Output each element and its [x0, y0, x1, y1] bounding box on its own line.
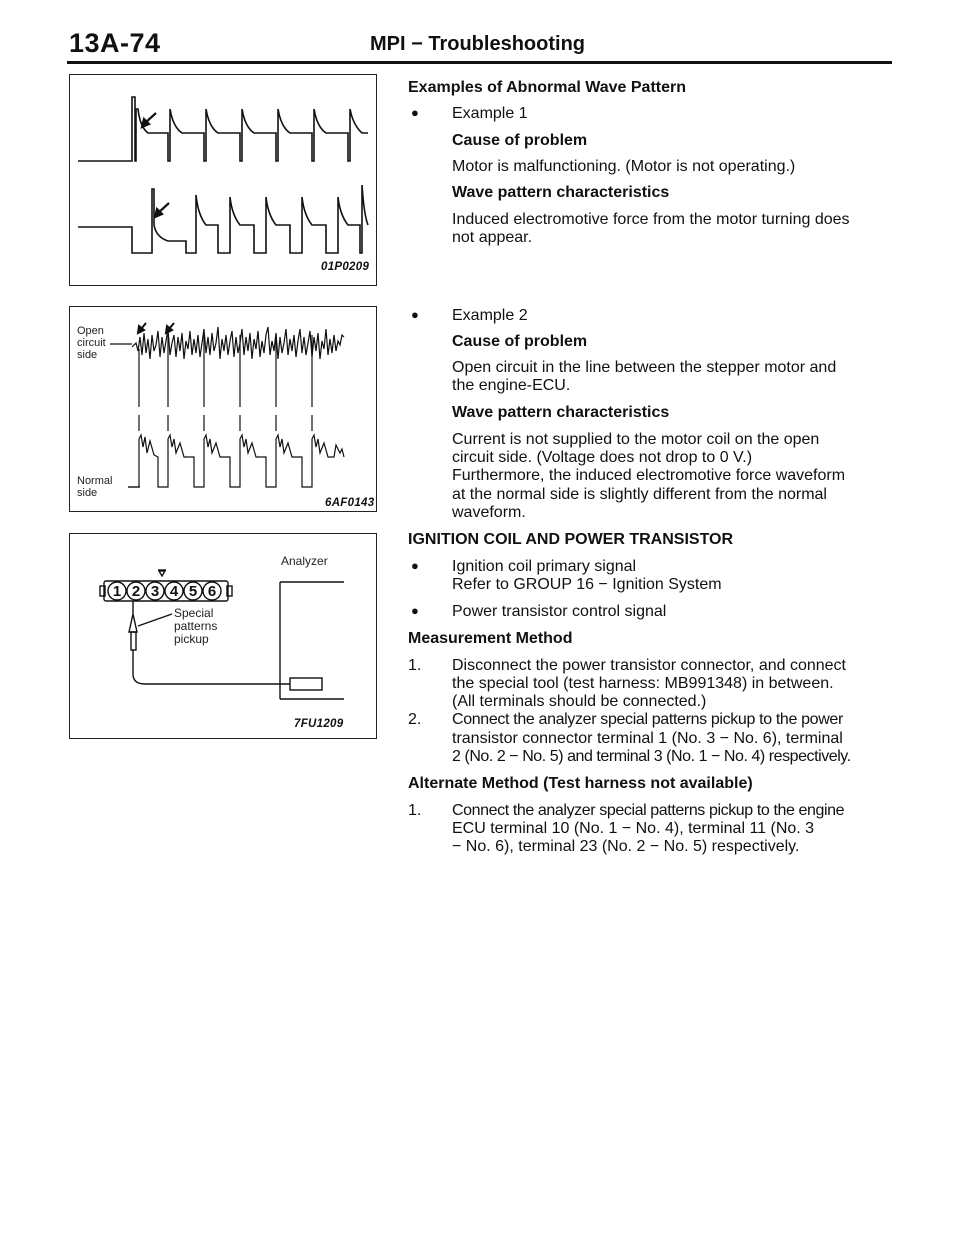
ignition-bullet-1-line-2: Refer to GROUP 16 − Ignition System — [452, 576, 722, 593]
ignition-bullet-1-line-1: Ignition coil primary signal — [452, 558, 637, 575]
bullet-ignition-1: ● — [411, 558, 419, 573]
measurement-step-1-line-3: (All terminals should be connected.) — [452, 693, 707, 710]
measurement-step-1-number: 1. — [408, 657, 422, 674]
example-1-label: Example 1 — [452, 105, 528, 122]
examples-heading: Examples of Abnormal Wave Pattern — [408, 79, 686, 96]
figure-waveform-example-2 — [69, 306, 377, 512]
label-normal-line-2: side — [77, 487, 98, 499]
connector-diagram — [70, 534, 378, 740]
alternate-step-1-line-1: Connect the analyzer special patterns pickup to the engine — [452, 802, 845, 819]
measurement-step-2-line-1: Connect the analyzer special patterns pickup to the power — [452, 711, 843, 728]
ex1-wave-heading: Wave pattern characteristics — [452, 184, 670, 201]
ex2-cause-text-1: Open circuit in the line between the stepper motor and — [452, 359, 837, 376]
alternate-heading: Alternate Method (Test harness not available) — [408, 775, 753, 792]
label-open-line-3: side — [77, 349, 98, 361]
measurement-step-2-number: 2. — [408, 711, 422, 728]
figure-code: 6AF0143 — [325, 497, 375, 509]
alternate-step-1-number: 1. — [408, 802, 422, 819]
label-special-patterns-pickup — [174, 607, 217, 646]
bullet-example-1: ● — [411, 105, 419, 120]
alternate-step-1-line-3: − No. 6), terminal 23 (No. 2 − No. 5) respectively. — [452, 838, 800, 855]
figure-code: 7FU1209 — [294, 718, 344, 730]
ex2-wave-text-3: Furthermore, the induced electromotive force waveform — [452, 467, 846, 484]
ex2-cause-heading: Cause of problem — [452, 333, 588, 350]
label-open-line-2: circuit — [77, 337, 106, 349]
page-number: 13A-74 — [69, 28, 161, 58]
label-pickup-line-3: pickup — [174, 632, 209, 646]
ex1-cause-heading: Cause of problem — [452, 132, 588, 149]
figure-waveform-example-1 — [69, 74, 377, 286]
terminal-4: 4 — [169, 583, 179, 600]
measurement-step-2-line-3: 2 (No. 2 − No. 5) and terminal 3 (No. 1 − No. 4) respectively. — [452, 748, 851, 765]
label-pickup-line-2: patterns — [174, 619, 218, 633]
measurement-step-1-line-1: Disconnect the power transistor connector, and connect — [452, 657, 846, 674]
measurement-step-2-line-2: transistor connector terminal 1 (No. 3 − No. 6), terminal — [452, 730, 843, 747]
ex2-wave-heading: Wave pattern characteristics — [452, 404, 670, 421]
ex2-cause-text-2: the engine-ECU. — [452, 377, 571, 394]
terminal-2: 2 — [131, 583, 141, 600]
ex2-wave-text-2: circuit side. (Voltage does not drop to 0 V.) — [452, 449, 753, 466]
label-analyzer: Analyzer — [281, 554, 328, 568]
waveform-diagram-1 — [70, 75, 378, 287]
ex1-wave-text-1: Induced electromotive force from the motor turning does — [452, 211, 850, 228]
waveform-diagram-2 — [70, 307, 378, 513]
figure-analyzer-connection — [69, 533, 377, 739]
label-pickup-line-1: Special — [174, 606, 214, 620]
measurement-heading: Measurement Method — [408, 630, 573, 647]
figure-code: 01P0209 — [321, 261, 370, 273]
terminal-1: 1 — [112, 583, 122, 600]
ex1-wave-text-2: not appear. — [452, 229, 533, 246]
terminal-5: 5 — [188, 583, 198, 600]
bullet-ignition-2: ● — [411, 603, 419, 618]
label-normal-line-1: Normal — [77, 475, 113, 487]
ex1-cause-text: Motor is malfunctioning. (Motor is not operating.) — [452, 158, 796, 175]
section-title: MPI − Troubleshooting — [370, 33, 585, 55]
bullet-example-2: ● — [411, 307, 419, 322]
label-open-line-1: Open — [77, 325, 104, 337]
example-2-label: Example 2 — [452, 307, 528, 324]
label-normal-side — [77, 475, 112, 499]
ex2-wave-text-5: waveform. — [452, 504, 526, 521]
measurement-step-1-line-2: the special tool (test harness: MB991348) in between. — [452, 675, 834, 692]
terminal-3: 3 — [150, 583, 160, 600]
ignition-heading: IGNITION COIL AND POWER TRANSISTOR — [408, 531, 734, 548]
alternate-step-1-line-2: ECU terminal 10 (No. 1 − No. 4), terminal 11 (No. 3 — [452, 820, 815, 837]
ex2-wave-text-4: at the normal side is slightly different from the normal — [452, 486, 827, 503]
ignition-bullet-2: Power transistor control signal — [452, 603, 667, 620]
header-rule — [67, 61, 892, 64]
ex2-wave-text-1: Current is not supplied to the motor coil on the open — [452, 431, 820, 448]
label-open-circuit-side — [77, 325, 106, 361]
terminal-6: 6 — [207, 583, 217, 600]
